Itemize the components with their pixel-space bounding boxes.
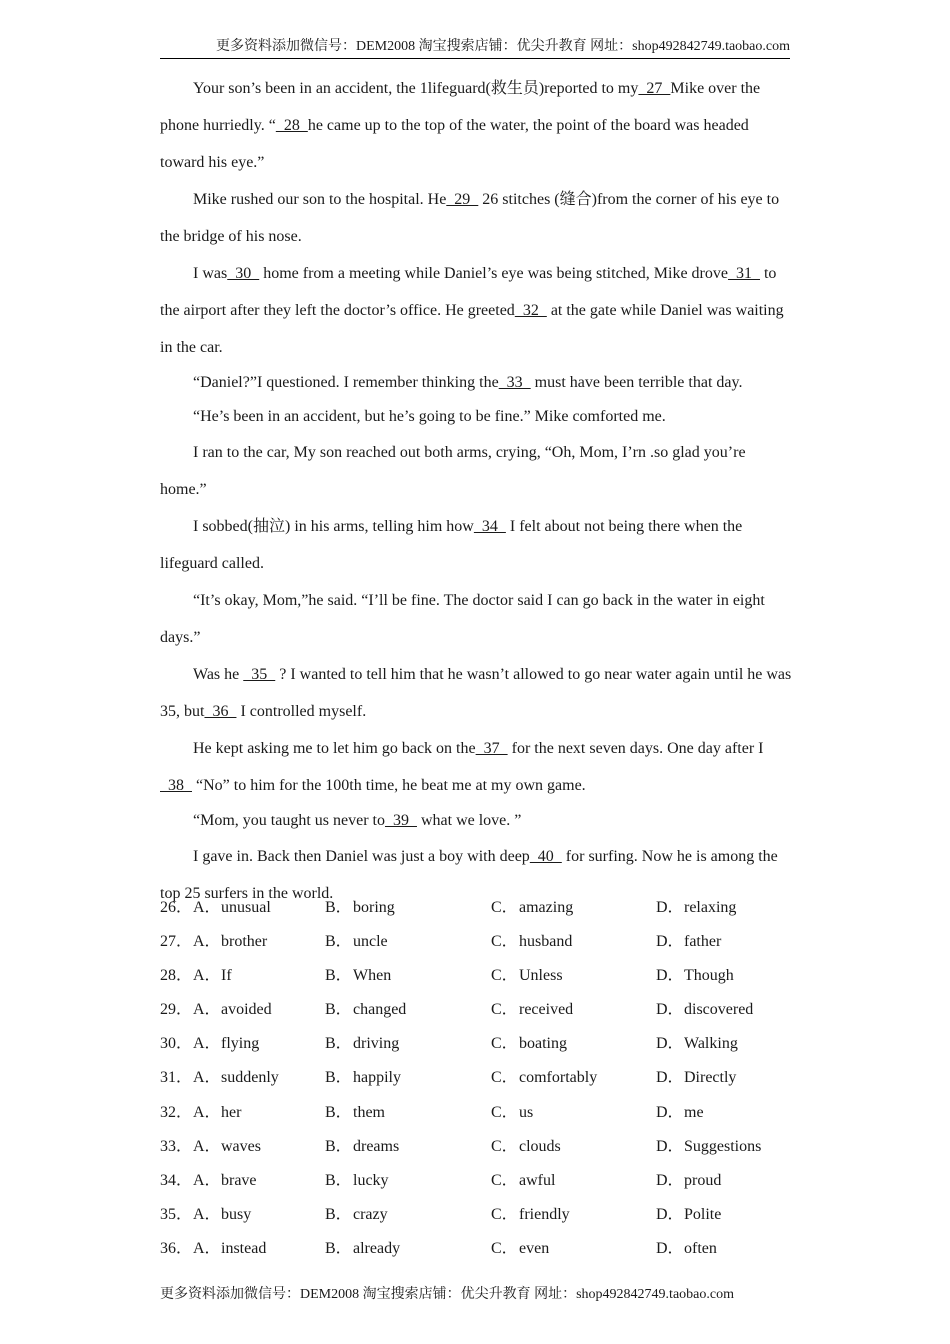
answer-option[interactable] bbox=[193, 1164, 257, 1198]
answer-option[interactable] bbox=[491, 1027, 567, 1061]
passage-paragraph bbox=[160, 730, 792, 804]
answer-blank: 31 bbox=[727, 265, 760, 282]
answer-option[interactable] bbox=[656, 1232, 717, 1266]
answer-option[interactable] bbox=[491, 1130, 561, 1164]
option-text: waves bbox=[221, 1137, 261, 1155]
passage-text: “It’s okay, Mom,”he said. “I’ll be fine. The doctor said I can go back in the water in eight days.” bbox=[160, 592, 765, 646]
passage-text: I felt about not being there when the lifeguard called. bbox=[160, 518, 743, 572]
answer-blank: 28 bbox=[275, 117, 308, 134]
option-text: relaxing bbox=[684, 899, 737, 916]
question-row bbox=[160, 1096, 800, 1130]
passage-text: Mike over the phone hurriedly. “ bbox=[160, 80, 761, 134]
option-letter: C． bbox=[491, 899, 518, 916]
option-text: avoided bbox=[221, 1001, 272, 1019]
option-text: Unless bbox=[519, 967, 563, 985]
question-number: 30． bbox=[160, 1035, 193, 1053]
option-text: unusual bbox=[221, 899, 271, 916]
page-footer bbox=[160, 1286, 734, 1304]
passage-text: I controlled myself. bbox=[236, 703, 367, 720]
passage-text: “Daniel?”I questioned. I remember thinking the bbox=[193, 374, 499, 391]
option-letter: D． bbox=[656, 1205, 684, 1223]
passage-text: for surfing. Now he is among the top 25 surfers in the world. bbox=[160, 848, 778, 902]
option-text: proud bbox=[684, 1171, 722, 1189]
answer-option[interactable] bbox=[193, 1130, 261, 1164]
passage-paragraph bbox=[160, 70, 792, 181]
passage-text: “Mom, you taught us never to bbox=[193, 812, 385, 829]
question-row bbox=[160, 1061, 800, 1095]
passage-text: I gave in. Back then Daniel was just a boy with deep bbox=[193, 848, 530, 865]
answer-option[interactable] bbox=[491, 993, 573, 1027]
passage-paragraph bbox=[160, 255, 792, 366]
option-text: her bbox=[221, 1103, 242, 1121]
question-row bbox=[160, 1198, 800, 1232]
question-number: 33． bbox=[160, 1137, 193, 1155]
option-letter: B． bbox=[325, 899, 352, 916]
passage-text: I ran to the car, My son reached out both arms, crying, “Oh, Mom, I’rn .so glad you’re home.” bbox=[160, 444, 746, 498]
option-letter: B． bbox=[325, 1001, 352, 1019]
option-letter: C． bbox=[491, 1001, 518, 1019]
option-letter: A． bbox=[193, 899, 221, 916]
answer-option[interactable] bbox=[193, 925, 267, 959]
option-letter: C． bbox=[491, 1069, 518, 1087]
answer-option[interactable] bbox=[325, 1198, 388, 1232]
answer-blank: 35 bbox=[243, 666, 276, 683]
answer-option[interactable] bbox=[193, 891, 271, 925]
option-letter: A． bbox=[193, 933, 221, 951]
option-letter: D． bbox=[656, 933, 684, 951]
answer-option[interactable] bbox=[325, 993, 406, 1027]
question-row bbox=[160, 959, 800, 993]
question-number: 34． bbox=[160, 1171, 193, 1189]
option-letter: B． bbox=[325, 933, 352, 951]
passage-text: He kept asking me to let him go back on the bbox=[193, 740, 476, 757]
option-letter: A． bbox=[193, 1137, 221, 1155]
passage-paragraph bbox=[160, 181, 792, 255]
option-text: flying bbox=[221, 1035, 260, 1053]
option-text: Suggestions bbox=[684, 1137, 762, 1155]
question-row bbox=[160, 1130, 800, 1164]
answer-option[interactable] bbox=[193, 1232, 266, 1266]
answer-option[interactable] bbox=[656, 1164, 721, 1198]
option-text: discovered bbox=[684, 1001, 754, 1019]
option-letter: B． bbox=[325, 1137, 352, 1155]
option-letter: A． bbox=[193, 1001, 221, 1019]
answer-option[interactable] bbox=[325, 891, 395, 925]
option-text: awful bbox=[519, 1171, 556, 1189]
answer-option[interactable] bbox=[656, 1061, 736, 1095]
option-letter: D． bbox=[656, 1035, 684, 1053]
answer-option[interactable] bbox=[325, 1164, 389, 1198]
answer-option[interactable] bbox=[491, 1164, 555, 1198]
option-letter: D． bbox=[656, 967, 684, 985]
option-text: dreams bbox=[353, 1137, 400, 1155]
answer-blank: 30 bbox=[227, 265, 260, 282]
answer-option[interactable] bbox=[325, 1096, 385, 1130]
option-text: me bbox=[684, 1103, 704, 1121]
option-text: already bbox=[353, 1239, 401, 1257]
option-letter: C． bbox=[491, 967, 518, 985]
question-options bbox=[160, 891, 800, 1266]
option-letter: C． bbox=[491, 1205, 518, 1223]
option-text: lucky bbox=[353, 1171, 389, 1189]
answer-option[interactable] bbox=[656, 1198, 721, 1232]
option-letter: C． bbox=[491, 1103, 518, 1121]
option-letter: D． bbox=[656, 899, 684, 916]
option-text: instead bbox=[221, 1239, 267, 1257]
answer-blank: 38 bbox=[160, 777, 192, 794]
option-letter: B． bbox=[325, 1239, 352, 1257]
answer-option[interactable] bbox=[656, 993, 753, 1027]
answer-option[interactable] bbox=[491, 959, 563, 993]
passage-paragraph bbox=[160, 366, 792, 400]
passage-text: must have been terrible that day. bbox=[530, 374, 743, 391]
option-text: brother bbox=[221, 933, 268, 951]
answer-blank: 40 bbox=[529, 848, 562, 865]
option-text: When bbox=[353, 967, 392, 985]
answer-option[interactable] bbox=[325, 1232, 400, 1266]
option-text: clouds bbox=[519, 1137, 561, 1155]
passage-paragraph bbox=[160, 508, 792, 582]
answer-blank: 29 bbox=[446, 191, 479, 208]
answer-option[interactable] bbox=[656, 925, 721, 959]
option-letter: A． bbox=[193, 1205, 221, 1223]
footer-text: 更多资料添加微信号：DEM2008 淘宝搜索店铺：优尖升教育 网址：shop492842749.taobao.com bbox=[160, 1287, 734, 1302]
header-text: 更多资料添加微信号：DEM2008 淘宝搜索店铺：优尖升教育 网址：shop492842749.taobao.com bbox=[216, 39, 790, 54]
question-row bbox=[160, 993, 800, 1027]
answer-blank: 39 bbox=[384, 812, 417, 829]
option-text: Directly bbox=[684, 1069, 737, 1087]
answer-blank: 34 bbox=[473, 518, 506, 535]
answer-option[interactable] bbox=[491, 1096, 533, 1130]
passage-text: ? I wanted to tell him that he wasn’t allowed to go near water again until he was 35, but bbox=[160, 666, 792, 720]
passage-text: “He’s been in an accident, but he’s going to be fine.” Mike comforted me. bbox=[193, 408, 666, 425]
answer-option[interactable] bbox=[193, 1061, 279, 1095]
answer-blank: 36 bbox=[204, 703, 237, 720]
option-text: received bbox=[519, 1001, 574, 1019]
option-text: comfortably bbox=[519, 1069, 598, 1087]
answer-option[interactable] bbox=[193, 959, 232, 993]
passage-paragraph bbox=[160, 434, 792, 508]
option-letter: D． bbox=[656, 1137, 684, 1155]
option-text: amazing bbox=[519, 899, 574, 916]
passage-text: what we love. ” bbox=[416, 812, 522, 829]
option-text: brave bbox=[221, 1171, 257, 1189]
passage-paragraph bbox=[160, 656, 792, 730]
passage-text: Your son’s been in an accident, the 1lifeguard(救生员)reported to my bbox=[193, 80, 639, 97]
answer-option[interactable] bbox=[325, 1027, 399, 1061]
question-number: 29． bbox=[160, 1001, 193, 1019]
passage-text: home from a meeting while Daniel’s eye was being stitched, Mike drove bbox=[259, 265, 728, 282]
option-letter: A． bbox=[193, 1035, 221, 1053]
passage-text: Mike rushed our son to the hospital. He bbox=[193, 191, 447, 208]
option-text: Walking bbox=[684, 1035, 738, 1053]
option-letter: A． bbox=[193, 1103, 221, 1121]
option-letter: B． bbox=[325, 1069, 352, 1087]
option-letter: C． bbox=[491, 1137, 518, 1155]
answer-blank: 37 bbox=[475, 740, 508, 757]
option-letter: B． bbox=[325, 1035, 352, 1053]
option-text: husband bbox=[519, 933, 573, 951]
option-text: happily bbox=[353, 1069, 401, 1087]
option-text: busy bbox=[221, 1205, 252, 1223]
option-letter: D． bbox=[656, 1001, 684, 1019]
option-text: Though bbox=[684, 967, 734, 985]
answer-option[interactable] bbox=[656, 891, 736, 925]
question-number: 36． bbox=[160, 1239, 193, 1257]
answer-option[interactable] bbox=[491, 1061, 597, 1095]
option-letter: D． bbox=[656, 1103, 684, 1121]
passage-text: for the next seven days. One day after I bbox=[507, 740, 764, 757]
option-letter: A． bbox=[193, 967, 221, 985]
passage-text: at the gate while Daniel was waiting in the car. bbox=[160, 302, 784, 356]
option-letter: B． bbox=[325, 1205, 352, 1223]
question-row bbox=[160, 1027, 800, 1061]
answer-option[interactable] bbox=[325, 1130, 399, 1164]
question-row bbox=[160, 925, 800, 959]
option-text: Polite bbox=[684, 1205, 722, 1223]
option-letter: C． bbox=[491, 1171, 518, 1189]
option-letter: B． bbox=[325, 967, 352, 985]
option-text: them bbox=[353, 1103, 385, 1121]
passage-text: he came up to the top of the water, the point of the board was headed toward his eye.” bbox=[160, 117, 749, 171]
answer-option[interactable] bbox=[491, 891, 573, 925]
option-text: even bbox=[519, 1239, 550, 1257]
question-number: 35． bbox=[160, 1205, 193, 1223]
option-text: suddenly bbox=[221, 1069, 279, 1087]
cloze-passage bbox=[160, 70, 792, 912]
answer-blank: 27 bbox=[638, 80, 671, 97]
option-letter: A． bbox=[193, 1239, 221, 1257]
option-text: friendly bbox=[519, 1205, 570, 1223]
option-letter: C． bbox=[491, 1035, 518, 1053]
answer-option[interactable] bbox=[491, 1232, 549, 1266]
answer-option[interactable] bbox=[656, 1130, 761, 1164]
question-number: 32． bbox=[160, 1103, 193, 1121]
answer-option[interactable] bbox=[491, 925, 572, 959]
option-text: uncle bbox=[353, 933, 388, 951]
option-letter: D． bbox=[656, 1239, 684, 1257]
option-text: boating bbox=[519, 1035, 567, 1053]
page-header bbox=[160, 38, 790, 59]
question-number: 31． bbox=[160, 1069, 193, 1087]
option-text: changed bbox=[353, 1001, 407, 1019]
option-text: often bbox=[684, 1239, 717, 1257]
answer-option[interactable] bbox=[325, 959, 391, 993]
passage-paragraph bbox=[160, 804, 792, 838]
passage-text: Was he bbox=[193, 666, 244, 683]
option-letter: C． bbox=[491, 933, 518, 951]
answer-option[interactable] bbox=[325, 925, 388, 959]
option-letter: A． bbox=[193, 1171, 221, 1189]
question-row bbox=[160, 1164, 800, 1198]
option-text: father bbox=[684, 933, 722, 951]
option-letter: B． bbox=[325, 1103, 352, 1121]
option-letter: D． bbox=[656, 1069, 684, 1087]
option-letter: C． bbox=[491, 1239, 518, 1257]
answer-option[interactable] bbox=[193, 1096, 241, 1130]
option-text: us bbox=[519, 1103, 534, 1121]
option-letter: A． bbox=[193, 1069, 221, 1087]
passage-text: I was bbox=[193, 265, 228, 282]
option-text: driving bbox=[353, 1035, 400, 1053]
question-row bbox=[160, 891, 800, 925]
answer-option[interactable] bbox=[656, 959, 734, 993]
answer-option[interactable] bbox=[491, 1198, 570, 1232]
question-row bbox=[160, 1232, 800, 1266]
option-text: If bbox=[221, 967, 232, 985]
option-letter: B． bbox=[325, 1171, 352, 1189]
option-letter: D． bbox=[656, 1171, 684, 1189]
answer-option[interactable] bbox=[193, 1198, 251, 1232]
answer-option[interactable] bbox=[656, 1096, 704, 1130]
passage-text: “No” to him for the 100th time, he beat me at my own game. bbox=[192, 777, 586, 794]
answer-blank: 32 bbox=[514, 302, 547, 319]
passage-paragraph bbox=[160, 400, 792, 434]
answer-blank: 33 bbox=[498, 374, 531, 391]
passage-paragraph bbox=[160, 582, 792, 656]
answer-option[interactable] bbox=[656, 1027, 738, 1061]
passage-text: 26 stitches (缝合)from the corner of his eye to the bridge of his nose. bbox=[160, 191, 780, 245]
option-text: crazy bbox=[353, 1205, 388, 1223]
answer-option[interactable] bbox=[193, 1027, 259, 1061]
question-number: 26． bbox=[160, 899, 193, 916]
passage-text: to the airport after they left the doctor’s office. He greeted bbox=[160, 265, 777, 319]
question-number: 28． bbox=[160, 967, 193, 985]
passage-text: I sobbed(抽泣) in his arms, telling him how bbox=[193, 518, 474, 535]
answer-option[interactable] bbox=[193, 993, 272, 1027]
answer-option[interactable] bbox=[325, 1061, 401, 1095]
option-text: boring bbox=[353, 899, 395, 916]
question-number: 27． bbox=[160, 933, 193, 951]
